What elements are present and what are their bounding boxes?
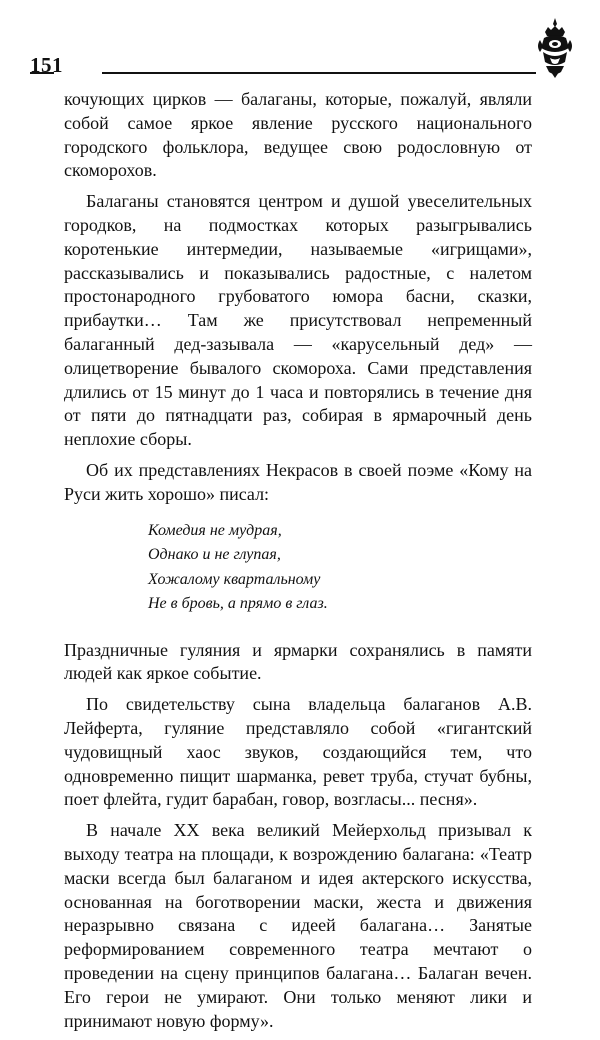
poem-quote	[148, 519, 532, 617]
paragraph: Балаганы становятся центром и душой увеселительных городков, на подмостках которых разыгрывались коротенькие интермедии, называемые «игрищами», рассказывались и показывались радостные, с налетом простонародного грубоватого юмора басни, сказки, прибаутки… Там же присутствовал непременный балаганный дед-зазывала — «карусельный дед» — олицетворение бывалого скомороха. Сами представления длились от 15 минут до 1 часа и повторялись в течение дня от пяти до пятнадцати раз, собирая в ярмарочный день неплохие сборы.	[64, 191, 532, 450]
paragraph: Праздничные гуляния и ярмарки сохранялись в памяти людей как яркое событие.	[64, 639, 532, 684]
header-rule-right	[102, 72, 536, 74]
poem-line: Не в бровь, а прямо в глаз.	[148, 595, 328, 613]
paragraph: В начале XX века великий Мейерхольд призывал к выходу театра на площади, к возрождению балагана: «Театр маски всегда был балаганом и идея актерского искусства, основанная на боготворении маски, жеста и движения неразрывно связана с идеей балагана… Занятые реформированием современного театра мечтают о проведении на сцену принципов балагана… Балаган вечен. Его герои не умирают. Они только меняют лики и принимают новую форму».	[64, 820, 532, 1031]
ornamental-crest-icon	[536, 18, 574, 78]
paragraph: По свидетельству сына владельца балаганов А.В. Лейферта, гуляние представляло собой «гигантский чудовищный хаос звуков, создающийся тем, что одновременно пищит шарманка, ревет труба, стучат бубны, поет флейта, гудит барабан, говор, возгласы... песня».	[64, 694, 532, 810]
poem-line: Однако и не глупая,	[148, 546, 281, 564]
paragraph: Об их представлениях Некрасов в своей поэме «Кому на Руси жить хорошо» писал:	[64, 459, 532, 504]
body-text	[64, 88, 532, 1040]
poem-line: Хожалому квартальному	[148, 570, 321, 588]
page-header	[30, 44, 570, 84]
paragraph: кочующих цирков — балаганы, которые, пожалуй, являли собой самое яркое явление русского национального городского фольклора, ведущее свою родословную от скоморохов.	[64, 89, 532, 181]
page-number: 151	[30, 53, 63, 77]
poem-line: Комедия не мудрая,	[148, 521, 282, 539]
